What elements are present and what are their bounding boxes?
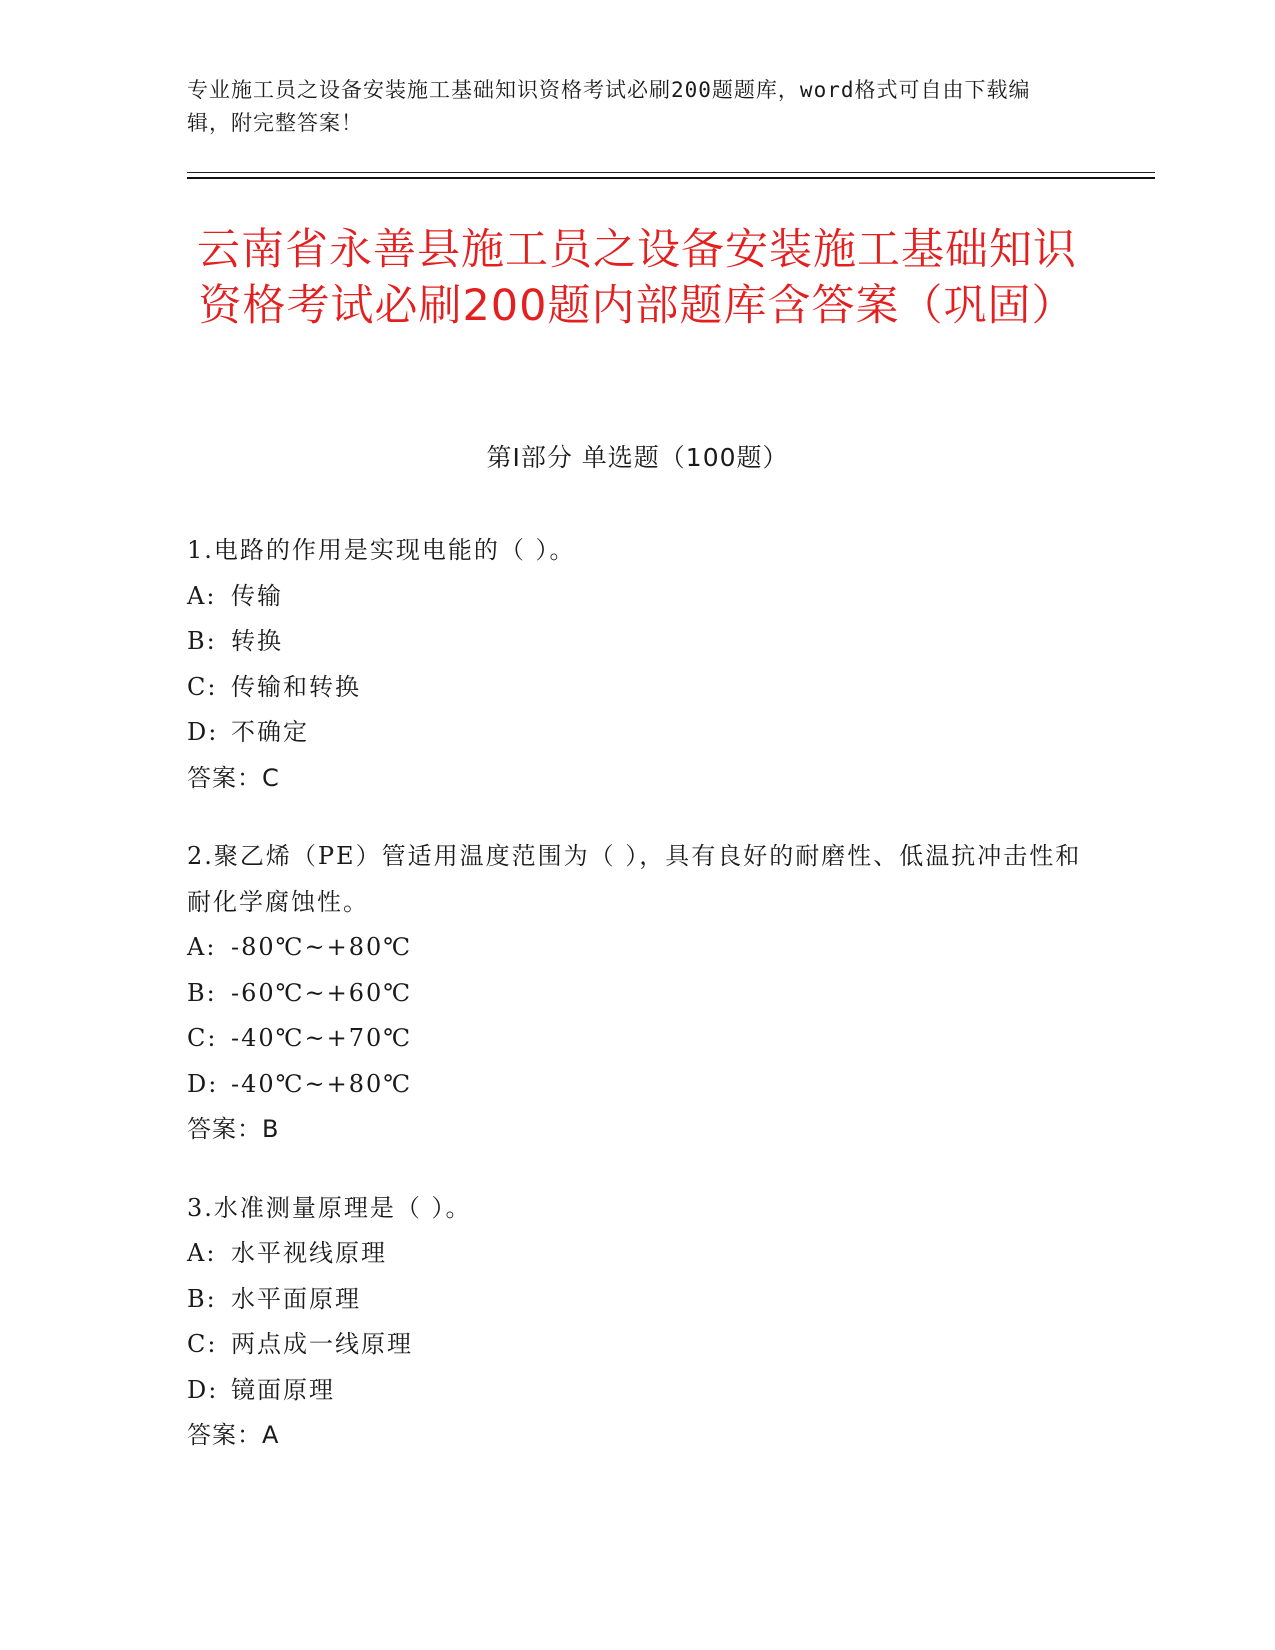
option-key: D: — [187, 718, 219, 746]
question-text: 1.电路的作用是实现电能的（ ）。 — [187, 536, 576, 564]
option-b — [187, 619, 1087, 665]
option-key: A: — [187, 581, 217, 610]
option-b — [187, 971, 1087, 1017]
option-key: C: — [187, 1330, 218, 1358]
option-text: 水平面原理 — [231, 1284, 361, 1313]
option-text: -80℃~+80℃ — [231, 933, 413, 961]
question-item — [187, 834, 1087, 1153]
question-item — [187, 1186, 1087, 1459]
answer-line: 答案：B — [187, 1115, 280, 1143]
header-note: 专业施工员之设备安装施工基础知识资格考试必刷200题题库，word格式可自由下载编辑，附完整答案！ — [187, 78, 1031, 135]
option-a — [187, 925, 1087, 971]
question-item — [187, 528, 1087, 801]
option-text: 转换 — [231, 627, 283, 655]
option-b — [187, 1277, 1087, 1323]
question-list — [187, 528, 1087, 1492]
header-divider-thick — [187, 177, 1155, 179]
option-key: A: — [187, 1239, 217, 1267]
question-text: 2.聚乙烯（PE）管适用温度范围为（ ），具有良好的耐磨性、低温抗冲击性和耐化学腐蚀性。 — [187, 842, 1082, 916]
option-c — [187, 665, 1087, 711]
option-key: D: — [187, 1375, 219, 1404]
option-a — [187, 1231, 1087, 1277]
option-c — [187, 1016, 1087, 1062]
question-text: 3.水准测量原理是（ ）。 — [187, 1193, 472, 1222]
option-key: C: — [187, 672, 218, 701]
option-key: A: — [187, 933, 217, 961]
option-d — [187, 1062, 1087, 1108]
option-key: C: — [187, 1024, 218, 1052]
option-d — [187, 710, 1087, 756]
option-d — [187, 1368, 1087, 1414]
option-text: 传输和转换 — [231, 672, 361, 701]
option-key: B: — [187, 978, 217, 1007]
option-text: -60℃~+60℃ — [231, 978, 413, 1007]
option-text: 镜面原理 — [231, 1375, 335, 1404]
answer-line: 答案：C — [187, 763, 280, 792]
answer-line: 答案：A — [187, 1421, 280, 1449]
option-text: 水平视线原理 — [231, 1239, 387, 1267]
option-key: D: — [187, 1069, 219, 1098]
header-divider-thin — [187, 172, 1155, 173]
option-key: B: — [187, 627, 217, 655]
option-text: -40℃~+70℃ — [231, 1024, 413, 1052]
option-a — [187, 574, 1087, 620]
section-heading: 第I部分 单选题（100题） — [486, 443, 789, 472]
option-text: 两点成一线原理 — [231, 1330, 413, 1358]
option-c — [187, 1322, 1087, 1368]
option-key: B: — [187, 1284, 217, 1313]
document-title: 云南省永善县施工员之设备安装施工基础知识资格考试必刷200题内部题库含答案（巩固） — [197, 225, 1077, 331]
option-text: 传输 — [231, 581, 283, 610]
option-text: -40℃~+80℃ — [231, 1069, 413, 1098]
option-text: 不确定 — [231, 718, 309, 746]
